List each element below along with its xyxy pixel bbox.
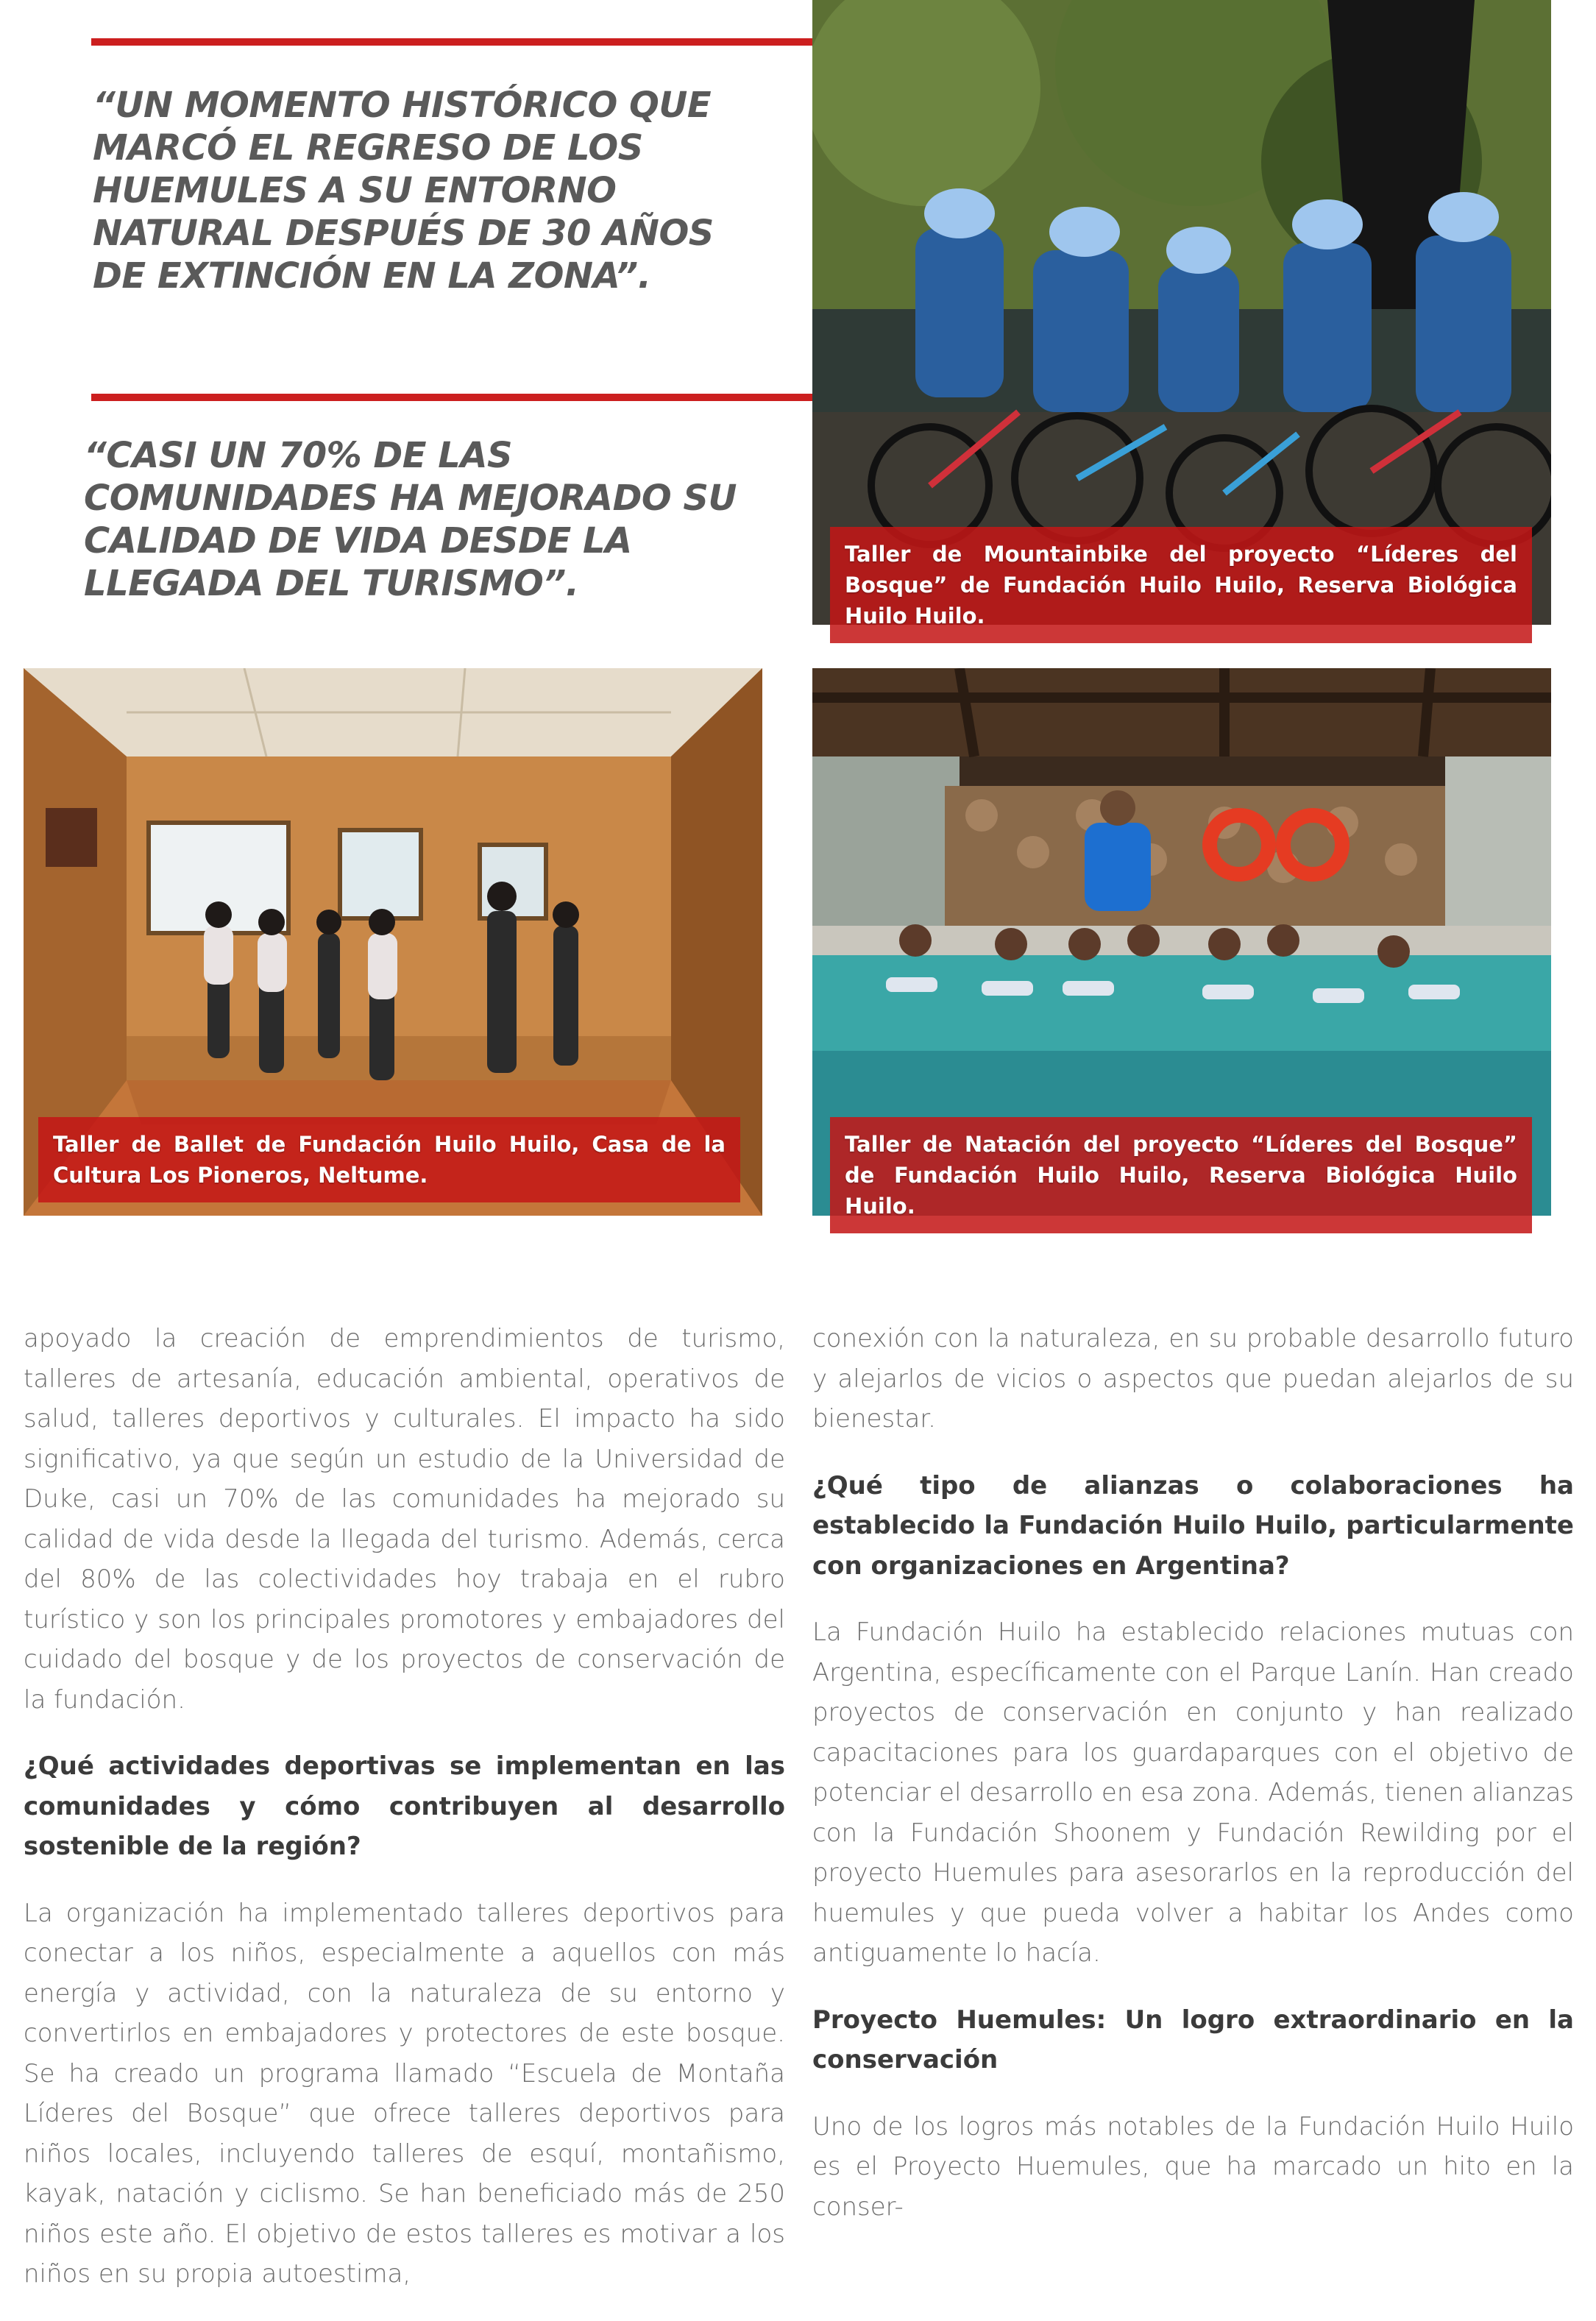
question-alliances: ¿Qué tipo de alianzas o colaboraciones ha establecido la Fundación Huilo Huilo, particularmente con organizaciones en Argentina? xyxy=(812,1470,1574,1581)
red-accent-line-middle xyxy=(91,394,873,401)
paragraph-nature-connection: conexión con la naturaleza, en su probable desarrollo futuro y alejarlos de vicios o aspectos que puedan alejarlos de su bienestar. xyxy=(812,1324,1574,1434)
left-text-column xyxy=(24,1319,785,2321)
paragraph-tourism-impact: apoyado la creación de emprendimientos de turismo, talleres de artesanía, educación ambiental, operativos de salud, talleres deportivos y culturales. El impacto ha sido significativo, ya que según un estudio de la Universidad de Duke, casi un 70% de las comunidades ha mejorado su calidad de vida desde la llegada del turismo. Además, cerca del 80% de las colectividades hoy trabaja en el rubro turístico y son los principales promotores y embajadores del cuidado del bosque y de los proyectos de conservación de la fundación. xyxy=(24,1324,785,1715)
paragraph-huemules-achievement: Uno de los logros más notables de la Fundación Huilo Huilo es el Proyecto Huemules, que ha marcado un hito en la conser- xyxy=(812,2111,1574,2222)
caption-ballet: Taller de Ballet de Fundación Huilo Huilo, Casa de la Cultura Los Pioneros, Neltume. xyxy=(38,1117,740,1202)
question-sports-activities: ¿Qué actividades deportivas se implementan en las comunidades y cómo contribuyen al desarrollo sostenible de la región? xyxy=(24,1751,785,1861)
red-accent-line-top xyxy=(91,38,873,46)
pull-quote-huemules: “UN MOMENTO HISTÓRICO QUE MARCÓ EL REGRESO DE LOS HUEMULES A SU ENTORNO NATURAL DESPUÉS DE 30 AÑOS DE EXTINCIÓN EN LA ZONA”. xyxy=(93,85,714,297)
heading-huemules-project: Proyecto Huemules: Un logro extraordinario en la conservación xyxy=(812,2005,1574,2074)
pull-quote-turismo: “CASI UN 70% DE LAS COMUNIDADES HA MEJORADO SU CALIDAD DE VIDA DESDE LA LLEGADA DEL TURISMO”. xyxy=(84,435,737,604)
paragraph-sports-workshops: La organización ha implementado talleres deportivos para conectar a los niños, especialmente a aquellos con más energía y actividad, con la naturaleza de su entorno y convertirlos en embajadores y protectores de este bosque. Se ha creado un programa llamado “Escuela de Montaña Líderes del Bosque” que ofrece talleres deportivos para niños locales, incluyendo talleres de esquí, montañismo, kayak, natación y ciclismo. Se han beneficiado más de 250 niños este año. El objetivo de estos talleres es motivar a los niños en su propia autoestima, xyxy=(24,1898,785,2289)
paragraph-argentina-relations: La Fundación Huilo ha establecido relaciones mutuas con Argentina, específicamente con el Parque Lanín. Han creado proyectos de conservación en conjunto y han realizado capacitaciones para los guardaparques con el objetivo de potenciar el desarrollo en esa zona. Además, tienen alianzas con la Fundación Shoonem y Fundación Rewilding por el proyecto Huemules para asesorarlos en la reproducción del huemules y que pueda volver a habitar los Andes como antiguamente lo hacía. xyxy=(812,1617,1574,1968)
caption-swimming: Taller de Natación del proyecto “Líderes del Bosque” de Fundación Huilo Huilo, Reserva Biológica Huilo Huilo. xyxy=(830,1117,1532,1233)
caption-mountainbike: Taller de Mountainbike del proyecto “Líderes del Bosque” de Fundación Huilo Huilo, Reserva Biológica Huilo Huilo. xyxy=(830,527,1532,643)
right-text-column xyxy=(812,1319,1574,2253)
